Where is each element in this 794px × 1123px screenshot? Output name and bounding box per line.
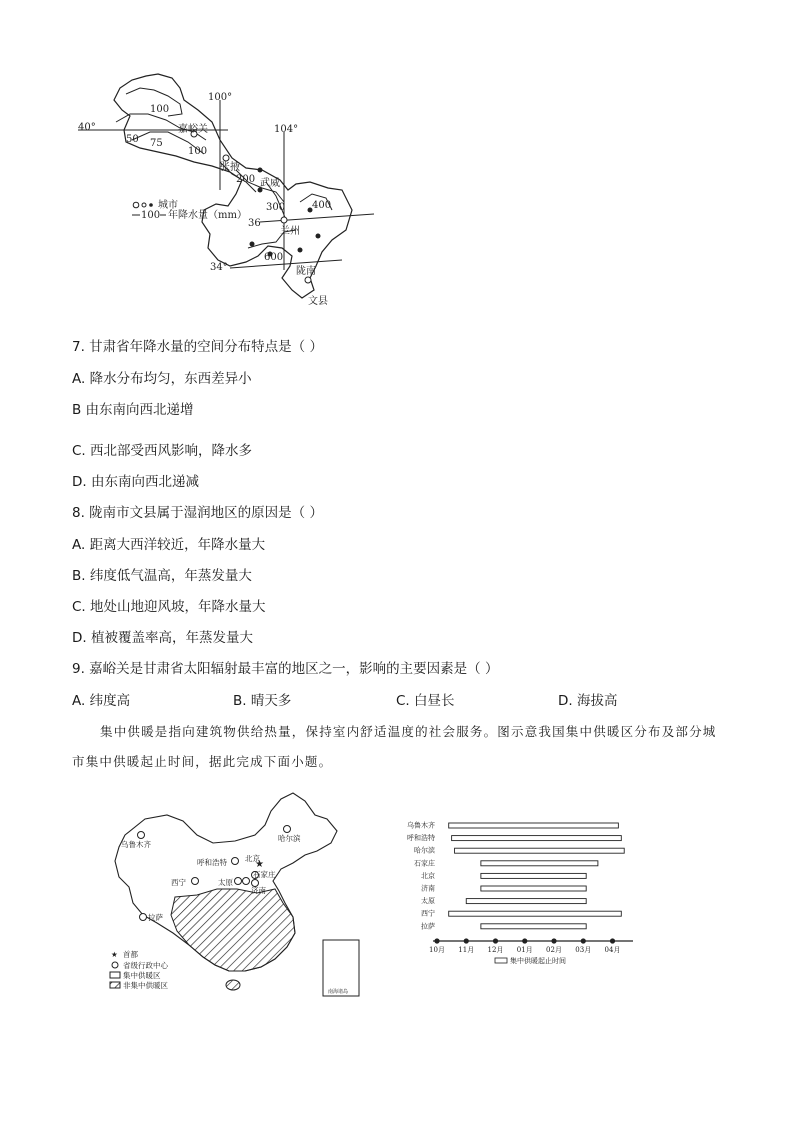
city-wuwei: 武威 [260, 178, 280, 189]
isohyet-400: 400 [312, 200, 332, 211]
heating-period-bar [449, 823, 619, 828]
gansu-precipitation-map [70, 70, 390, 310]
category-label: 拉萨 [421, 922, 435, 931]
china-heating-map [105, 785, 365, 1000]
isohyet-600: 600 [264, 252, 284, 263]
question-8-option-b: B. 纬度低气温高，年蒸发量大 [72, 568, 252, 584]
x-tick-label: 10月 [429, 946, 445, 954]
category-label: 济南 [421, 884, 435, 893]
map1-legend [132, 198, 247, 221]
legend-non-heating: 非集中供暖区 [123, 981, 168, 990]
legend-capital: 首都 [123, 950, 138, 959]
svg-text:★: ★ [111, 950, 118, 959]
city-taiyuan: 太原 [218, 878, 233, 887]
lat40-label: 40° [78, 122, 96, 133]
isohyet-100a: 100 [150, 104, 170, 115]
category-label: 石家庄 [414, 859, 435, 868]
category-label: 太原 [421, 897, 435, 906]
question-9-option-a: A. 纬度高 [72, 693, 131, 709]
isohyet-100b: 100 [188, 146, 208, 157]
question-8-stem: 8. 陇南市文县属于湿润地区的原因是（ ） [72, 505, 323, 521]
heating-period-bar [481, 924, 586, 929]
x-tick-label: 11月 [458, 946, 475, 954]
city-lhasa: 拉萨 [148, 913, 163, 922]
legend-isohyet-value: 100 [141, 210, 161, 221]
question-7-option-a: A. 降水分布均匀，东西差异小 [72, 371, 252, 387]
category-label: 呼和浩特 [407, 834, 435, 843]
category-label: 西宁 [421, 909, 435, 918]
chart-legend-label: 集中供暖起止时间 [510, 957, 566, 965]
category-label: 北京 [421, 871, 435, 880]
x-tick-mark [493, 938, 498, 943]
category-label: 哈尔滨 [414, 846, 435, 855]
china-map-legend [110, 949, 168, 990]
chart-legend-swatch [495, 958, 507, 963]
isohyet-200: 200 [236, 174, 256, 185]
legend-provincial: 省级行政中心 [123, 961, 168, 970]
question-7-option-b: B 由东南向西北递增 [72, 402, 194, 418]
question-9-option-b: B. 晴天多 [233, 693, 292, 709]
x-tick-mark [464, 938, 469, 943]
question-8-option-c: C. 地处山地迎风坡，年降水量大 [72, 599, 266, 615]
question-8-option-a: A. 距离大西洋较近，年降水量大 [72, 537, 266, 553]
city-jinan: 济南 [251, 886, 266, 895]
isohyet-50: 50 [126, 134, 139, 145]
lat34-label: 34° [210, 262, 228, 273]
city-harbin: 哈尔滨 [278, 834, 301, 843]
x-tick-mark [610, 938, 615, 943]
city-jiayuguan: 嘉峪关 [178, 124, 208, 135]
heating-period-bar [481, 861, 598, 866]
city-urumqi: 乌鲁木齐 [121, 840, 151, 849]
category-label: 乌鲁木齐 [407, 821, 435, 830]
isohyet-75: 75 [150, 138, 163, 149]
heating-period-bar [481, 886, 586, 891]
city-longnan: 陇南 [296, 266, 316, 277]
legend-isohyet: 年降水量（mm） [168, 210, 247, 221]
heating-period-bar [481, 873, 586, 878]
city-hohhot: 呼和浩特 [197, 858, 227, 867]
city-lanzhou: 兰州 [280, 226, 300, 237]
city-wenxian: 文县 [308, 296, 328, 307]
question-7-stem: 7. 甘肃省年降水量的空间分布特点是（ ） [72, 339, 323, 355]
city-zhangye: 张掖 [220, 162, 240, 173]
x-tick-mark [551, 938, 556, 943]
isohyet-300: 300 [266, 202, 286, 213]
x-tick-label: 01月 [516, 946, 533, 954]
heating-period-chart [395, 815, 645, 970]
x-tick-label: 03月 [575, 946, 592, 954]
lon104-label: 104° [274, 124, 299, 135]
question-9-stem: 9. 嘉峪关是甘肃省太阳辐射最丰富的地区之一，影响的主要因素是（ ） [72, 661, 499, 677]
svg-text:★: ★ [255, 859, 264, 870]
lon100-label: 100° [208, 92, 233, 103]
legend-city: 城市 [158, 200, 178, 211]
city-shijiazhuang: 石家庄 [253, 870, 276, 879]
x-tick-label: 02月 [546, 946, 562, 954]
question-9-option-c: C. 白昼长 [396, 693, 455, 709]
heating-period-bar [449, 911, 622, 916]
x-tick-label: 04月 [604, 946, 621, 954]
x-tick-label: 12月 [487, 946, 504, 954]
heating-period-bar [466, 899, 586, 904]
legend-heating: 集中供暖区 [123, 971, 161, 980]
question-7-option-d: D. 由东南向西北递减 [72, 474, 199, 490]
material-paragraph [72, 717, 727, 777]
question-8-option-d: D. 植被覆盖率高，年蒸发量大 [72, 630, 253, 646]
heating-period-bar [452, 836, 622, 841]
material-paragraph-text: 集中供暖是指向建筑物供给热量，保持室内舒适温度的社会服务。图示意我国集中供暖区分布及部分城市集中供暖起止时间，据此完成下面小题。 [72, 724, 717, 769]
city-xining: 西宁 [171, 878, 186, 887]
x-tick-mark [581, 938, 586, 943]
question-9-option-d: D. 海拔高 [558, 693, 618, 709]
city-beijing: 北京 [245, 854, 260, 863]
question-7-option-c: C. 西北部受西风影响，降水多 [72, 443, 253, 459]
heating-period-bar [455, 848, 625, 853]
inset-label: 南海诸岛 [328, 989, 349, 995]
x-tick-mark [434, 938, 439, 943]
x-tick-mark [522, 938, 527, 943]
lat36-label: 36 [248, 218, 261, 229]
non-heating-zone [171, 889, 295, 971]
